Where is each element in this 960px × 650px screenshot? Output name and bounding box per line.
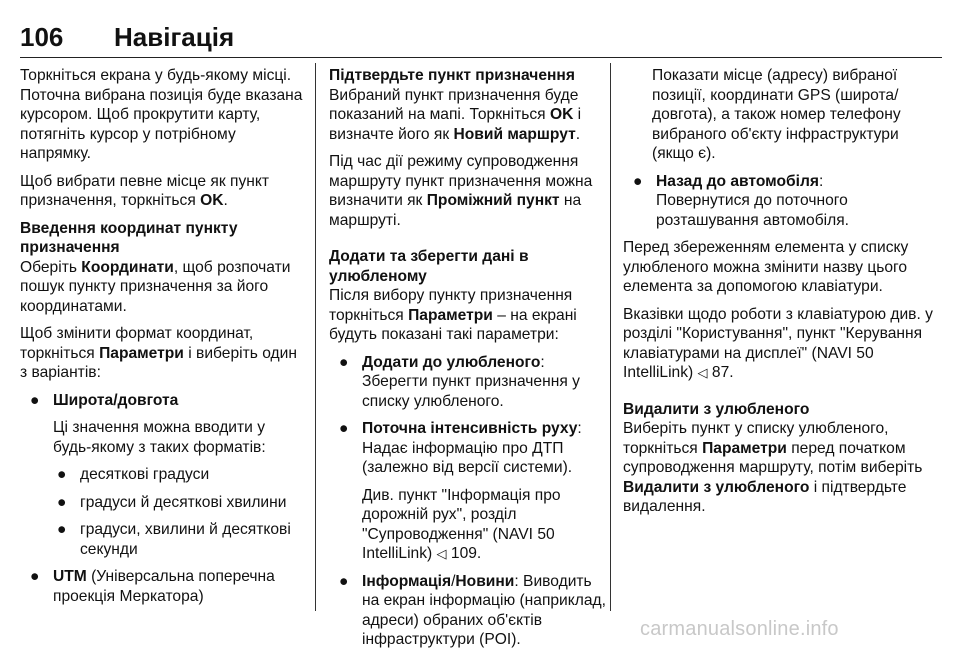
bullet-icon: ●: [339, 353, 349, 371]
bullet-icon: ●: [57, 521, 67, 538]
paragraph-waypoint: Під час дії режиму супроводження маршруту пункт призначення можна визначити як Проміжний пункт на маршруті.: [329, 153, 593, 229]
section-title: Навігація: [114, 22, 235, 52]
paragraph-delete: Виберіть пункт у списку улюбленого, торкніться Параметри перед початком супроводження маршруту, потім виберіть Видалити з улюбленого і підтвердьте видалення.: [623, 420, 923, 515]
heading-add-to-favourites: Додати та зберегти дані в улюбленому: [329, 248, 529, 285]
paragraph-show-location: Показати місце (адресу) вибраної позиції, координати GPS (широта/довгота), а також номер телефону вибраного об'єкту інфраструктури (якщо є).: [652, 67, 901, 162]
traffic-reference: Див. пункт "Інформація про дорожній рух", розділ "Супроводження" (NAVI 50 IntelliLink) ◁ 109.: [362, 486, 561, 562]
bullet-icon: ●: [339, 572, 349, 590]
utm-label: UTM: [53, 568, 87, 585]
bullet-icon: ●: [57, 466, 67, 483]
lat-long-title: Широта/довгота: [53, 391, 179, 409]
bullet-icon: ●: [633, 172, 643, 190]
list-item-utm: ● UTM (Універсальна поперечна проекція Меркатора): [30, 568, 275, 605]
paragraph-coordinate-format: Щоб змінити формат координат, торкніться Параметри і виберіть один з варіантів:: [20, 325, 297, 381]
heading-enter-coordinates: Введення координат пункту призначення: [20, 219, 238, 256]
paragraph-rename: Перед збереженням елемента у списку улюбленого можна змінити назву цього елемента за допомогою клавіатури.: [623, 239, 909, 295]
parameters-label: Параметри: [408, 306, 493, 324]
paragraph-keyboard-reference: Вказівки щодо роботи з клавіатурою див. у розділі "Користування", пункт "Керування клавіатурами на дисплеї" (NAVI 50 IntelliLink) ◁ 87.: [623, 305, 933, 381]
news-label: Новини: [455, 572, 515, 590]
column-divider-1: [315, 63, 316, 611]
back-to-vehicle-title: Назад до автомобіля: [656, 172, 819, 190]
page-reference-icon: ◁: [436, 546, 447, 561]
sub-item-decimal-degrees: ● десяткові градуси: [57, 466, 210, 483]
waypoint-label: Проміжний пункт: [426, 192, 560, 209]
page-reference-icon: ◁: [697, 365, 708, 380]
paragraph-after-selection: Після вибору пункту призначення торкніться Параметри – на екрані будуть показані такі параметри:: [329, 287, 577, 343]
bullet-icon: ●: [57, 493, 67, 511]
page-header: [20, 22, 940, 56]
ok-label: OK: [200, 192, 224, 209]
sub-item-degrees-minutes: ● градуси й десяткові хвилини: [57, 493, 287, 511]
list-item-lat-long: [20, 391, 307, 411]
column-1: [20, 66, 307, 606]
list-item-traffic: ● Поточна інтенсивність руху: Надає інформацію про ДТП (залежно від версії системи).: [339, 420, 582, 476]
paragraph-coordinates: Оберіть Координати, щоб розпочати пошук пункту призначення за його координатами.: [20, 258, 291, 315]
sub-item-degrees-minutes-seconds: ● градуси, хвилини й десяткові секунди: [57, 521, 291, 558]
add-favourite-title: Додати до улюбленого: [362, 353, 541, 371]
bullet-icon: ●: [30, 391, 40, 409]
column-2: [329, 66, 606, 650]
bullet-icon: ●: [339, 420, 349, 437]
bullet-icon: ●: [30, 568, 40, 585]
ok-label: OK: [549, 106, 574, 123]
column-divider-2: [610, 63, 611, 611]
paragraph-confirm: Вибраний пункт призначення буде показаний на мапі. Торкніться OK і визначте його як Новий маршрут.: [329, 86, 582, 143]
traffic-title: Поточна інтенсивність руху: [362, 420, 578, 437]
list-item-add-favourite: ● Додати до улюбленого: Зберегти пункт призначення у списку улюбленого.: [339, 353, 580, 410]
list-item-back-to-vehicle: ● Назад до автомобіля: Повернутися до поточного розташування автомобіля.: [633, 172, 849, 229]
header-rule: [20, 57, 942, 58]
heading-confirm-destination: Підтвердьте пункт призначення: [329, 67, 575, 84]
watermark: carmanualsonline.info: [640, 618, 839, 640]
coordinates-label: Координати: [81, 258, 174, 276]
parameters-label: Параметри: [99, 344, 184, 362]
heading-delete-favourite: Видалити з улюбленого: [623, 400, 810, 418]
page-number: 106: [20, 22, 64, 52]
paragraph-map-scroll: Торкніться екрана у будь-якому місці. Поточна вибрана позиція буде вказана курсором. Щоб прокрутити карту, потягніть курсор у потрібному напрямку.: [20, 67, 303, 162]
column-3: [623, 66, 941, 517]
new-route-label: Новий маршрут: [453, 125, 576, 143]
delete-favourite-label: Видалити з улюбленого: [623, 478, 810, 496]
paragraph-select-destination: Щоб вибрати певне місце як пункт призначення, торкніться OK.: [20, 172, 270, 209]
parameters-label: Параметри: [702, 439, 787, 457]
info-label: Інформація: [362, 572, 452, 590]
lat-long-text: Ці значення можна вводити у будь-якому з таких форматів:: [53, 419, 266, 456]
list-item-info-news: ● Інформація/Новини: Виводить на екран інформацію (наприклад, адреси) обраних об'єктів інфраструктури (POI).: [339, 572, 606, 648]
